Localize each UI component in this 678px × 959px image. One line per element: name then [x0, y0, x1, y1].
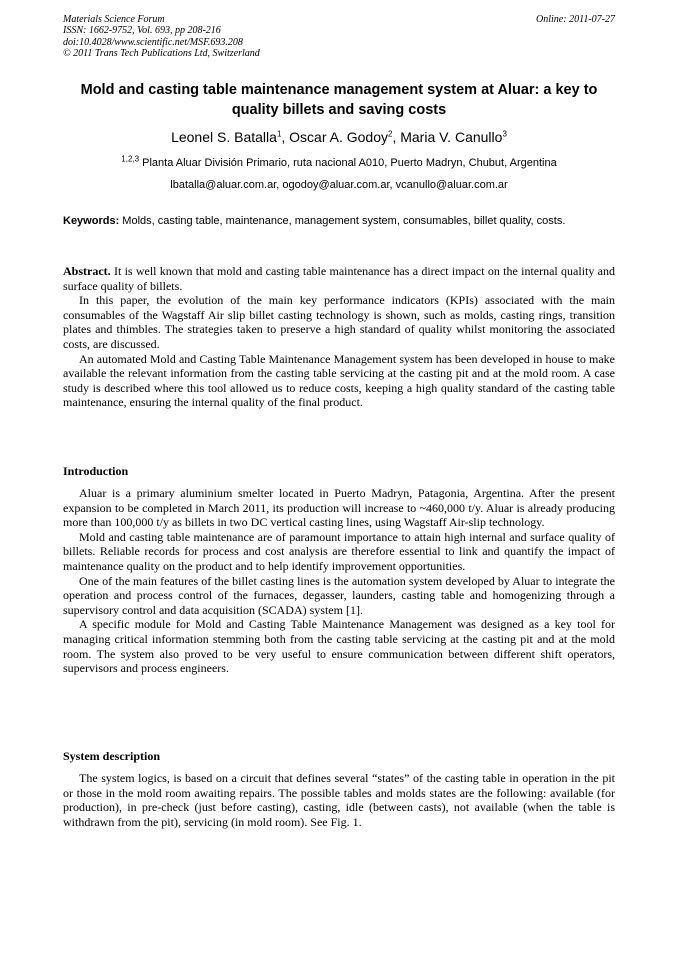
issn-line: ISSN: 1662-9752, Vol. 693, pp 208-216	[63, 25, 221, 37]
body-paragraph: A specific module for Mold and Casting Table Maintenance Management was designed as a key tool for managing critical information stemming both from the casting table servicing at the casting pit and at the mold room. The system also proved to be very useful to ensure communication between different shift operators, supervisors and process engineers.	[63, 617, 615, 676]
system-description-heading: System description	[63, 749, 160, 763]
abstract-section	[63, 264, 615, 410]
affiliation-marks: 1,2,3	[121, 154, 140, 164]
doi-line: doi:10.4028/www.scientific.net/MSF.693.208	[63, 36, 243, 48]
paper-title: Mold and casting table maintenance management system at Aluar: a key to quality billets and saving costs	[80, 82, 598, 118]
author-name: Maria V. Canullo	[400, 129, 503, 145]
author-list	[63, 128, 615, 146]
publication-info	[63, 14, 260, 59]
keywords-text: Molds, casting table, maintenance, management system, consumables, billet quality, costs.	[119, 215, 566, 227]
abstract-paragraph: An automated Mold and Casting Table Maintenance Management system has been developed in house to make available the relevant information from the casting table servicing at the casting pit and at the mold room. A case study is described where this tool allowed us to reduce costs, keeping a high quality standard of the casting table maintenance, ensuring the internal quality of the final product.	[63, 351, 615, 410]
online-date: Online: 2011-07-27	[536, 14, 615, 25]
introduction-heading: Introduction	[63, 464, 129, 478]
introduction-section	[63, 486, 615, 676]
abstract-paragraph: In this paper, the evolution of the main key performance indicators (KPIs) associated with the main consumables of the Wagstaff Air slip billet casting technology is shown, such as molds, casting rings, transition plates and thimbles. The strategies taken to preserve a high standard of quality whilst monitoring the associated costs, are discussed.	[63, 293, 615, 351]
keywords-label: Keywords:	[63, 215, 120, 227]
body-paragraph: The system logics, is based on a circuit that defines several “states” of the casting table in operation in the pit or those in the mold room awaiting repairs. The possible tables and molds states are the following: available (for production), in pre-check (just before casting), casting, idle (between casts), not available (when the table is withdrawn from the pit), servicing (in mold room). See Fig. 1.	[63, 771, 615, 829]
author-separator: ,	[392, 129, 401, 145]
body-paragraph: Aluar is a primary aluminium smelter located in Puerto Madryn, Patagonia, Argentina. After the present expansion to be completed in March 2011, its production will increase to ~460,000 t/y. Aluar is already producing more than 100,000 t/y as billets in two DC vertical casting lines, using Wagstaff Air-slip technology.	[63, 486, 615, 530]
affiliation-text: Planta Aluar División Primario, ruta nacional A010, Puerto Madryn, Chubut, Argentina	[139, 157, 557, 169]
affiliation-mark: 2	[388, 129, 393, 139]
body-paragraph: One of the main features of the billet casting lines is the automation system developed by Aluar to integrate the operation and process control of the furnaces, degasser, launders, casting table and homogenizing through a supervisory control and data acquisition (SCADA) system [1].	[63, 573, 615, 617]
abstract-label: Abstract.	[63, 264, 111, 278]
system-description-section	[63, 771, 615, 829]
affiliation-mark: 3	[502, 129, 507, 139]
author-emails: lbatalla@aluar.com.ar, ogodoy@aluar.com.ar, vcanullo@aluar.com.ar	[170, 179, 508, 191]
affiliation-mark: 1	[276, 129, 282, 139]
journal-name: Materials Science Forum	[63, 14, 165, 25]
keywords	[63, 214, 615, 229]
author-name: Oscar A. Godoy	[289, 129, 388, 145]
body-paragraph: Mold and casting table maintenance are of paramount importance to attain high internal and surface quality of billets. Reliable records for process and cost analysis are therefore essential to link and quantify the impact of maintenance quality on the product and to help identify improvement opportunities.	[63, 529, 615, 573]
author-name: Leonel S. Batalla	[171, 129, 277, 145]
author-separator: ,	[281, 129, 290, 145]
copyright-line: © 2011 Trans Tech Publications Ltd, Switzerland	[63, 47, 260, 59]
affiliation	[63, 156, 615, 170]
abstract-paragraph: Abstract. It is well known that mold and casting table maintenance has a direct impact on the internal quality and surface quality of billets.	[63, 264, 615, 293]
